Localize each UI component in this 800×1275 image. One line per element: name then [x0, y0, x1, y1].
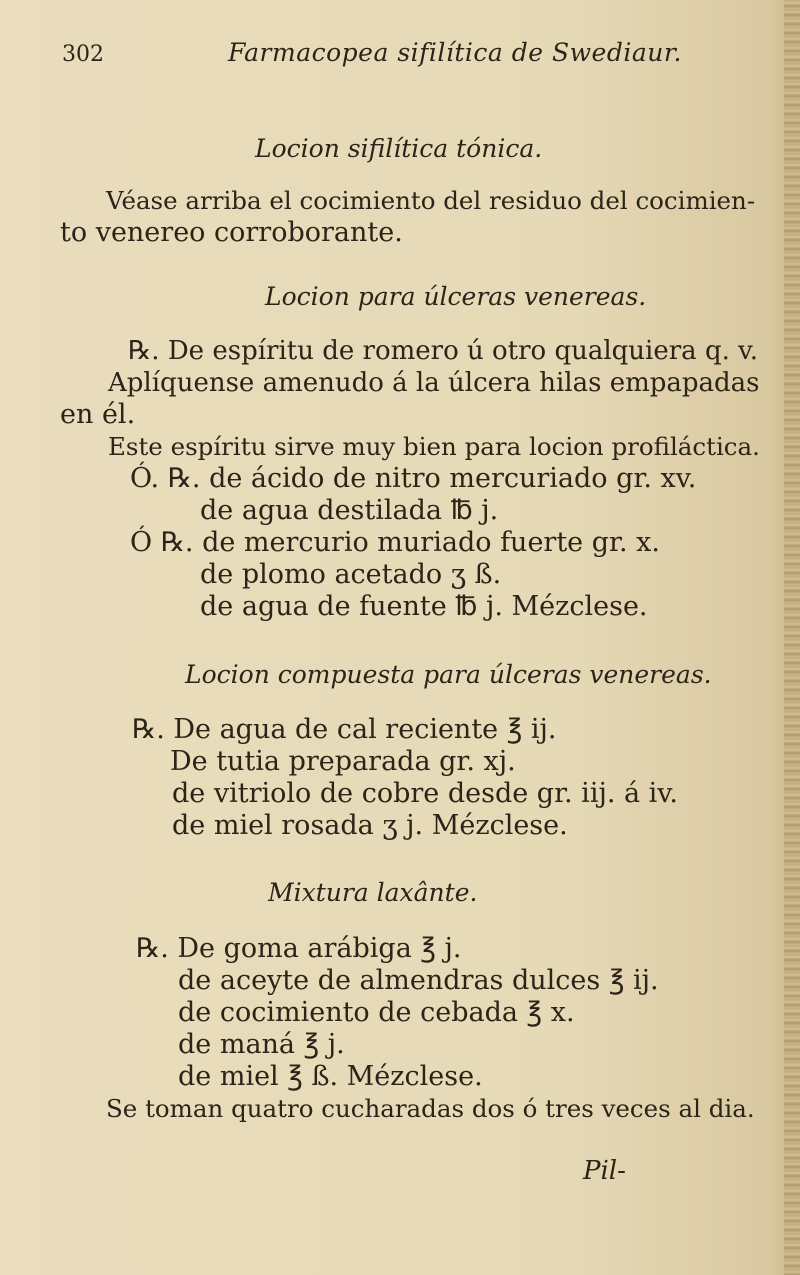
text-line: de vitriolo de cobre desde gr. iij. á iv. [172, 778, 678, 809]
text-line: Se toman quatro cucharadas dos ó tres veces al dia. [106, 1094, 755, 1123]
section-title: Locion sifilítica tónica. [255, 134, 543, 163]
text-line: ℞. De agua de cal reciente ℥ ij. [132, 714, 557, 745]
text-line: de plomo acetado ʒ ß. [200, 559, 502, 590]
text-line: de agua de fuente ℔ j. Mézclese. [200, 591, 648, 622]
text-line: de miel ℥ ß. Mézclese. [178, 1061, 483, 1092]
text-line: de agua destilada ℔ j. [200, 495, 499, 526]
text-line: de maná ℥ j. [178, 1029, 345, 1060]
catchword: Pil- [583, 1156, 626, 1186]
text-line: ℞. De espíritu de romero ú otro qualquiera q. v. [128, 336, 758, 366]
text-line: de aceyte de almendras dulces ℥ ij. [178, 965, 659, 996]
page-number: 302 [62, 42, 104, 67]
section-title: Mixtura laxânte. [268, 878, 478, 907]
text-line: Ó ℞. de mercurio muriado fuerte gr. x. [130, 527, 660, 558]
running-title: Farmacopea sifilítica de Swediaur. [228, 38, 682, 67]
section-title: Locion compuesta para úlceras venereas. [185, 660, 712, 689]
text-line: de cocimiento de cebada ℥ x. [178, 997, 575, 1028]
section-title: Locion para úlceras venereas. [265, 282, 647, 311]
text-line: Este espíritu sirve muy bien para locion profiláctica. [108, 432, 760, 461]
text-line: en él. [60, 399, 136, 430]
page-edge [784, 0, 800, 1275]
text-line: Aplíquense amenudo á la úlcera hilas empapadas [108, 368, 760, 398]
text-line: de miel rosada ʒ j. Mézclese. [172, 810, 568, 841]
text-line: De tutia preparada gr. xj. [170, 746, 516, 777]
text-line: ℞. De goma arábiga ℥ j. [136, 933, 462, 964]
text-line: Ó. ℞. de ácido de nitro mercuriado gr. xv. [130, 463, 697, 494]
text-line: to venereo corroborante. [60, 217, 403, 248]
text-line: Véase arriba el cocimiento del residuo del cocimien- [106, 186, 756, 215]
